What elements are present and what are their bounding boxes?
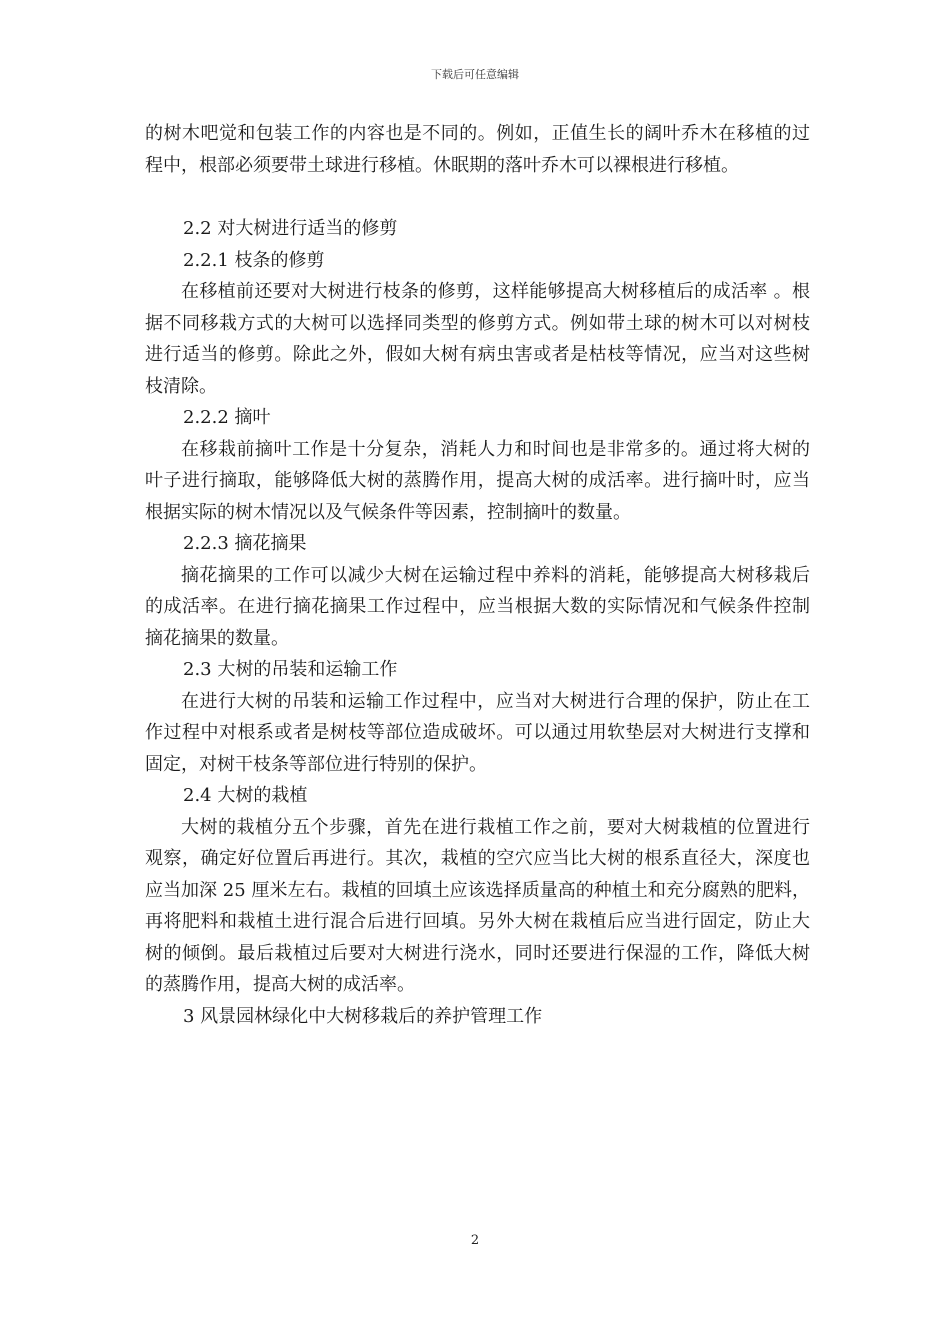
paragraph-branch-pruning: 在移植前还要对大树进行枝条的修剪，这样能够提高大树移植后的成活率 。根据不同移栽方式的大树可以选择同类型的修剪方式。例如带土球的树木可以对树枝进行适当的修剪。除此之外，假如大树有病虫害或者是枯枝等情况，应当对这些树枝清除。	[145, 281, 810, 397]
section-heading-2-4: 2.4 大树的栽植	[183, 785, 308, 806]
paragraph-gap	[145, 181, 810, 213]
paragraph-continuation: 的树木吧觉和包装工作的内容也是不同的。例如，正值生长的阔叶乔木在移植的过程中，根部必须要带土球进行移植。休眠期的落叶乔木可以裸根进行移植。	[145, 123, 810, 176]
section-heading-2-2: 2.2 对大树进行适当的修剪	[183, 218, 398, 239]
paragraph-planting: 大树的栽植分五个步骤，首先在进行栽植工作之前，要对大树栽植的位置进行观察，确定好位置后再进行。其次，栽植的空穴应当比大树的根系直径大，深度也应当加深 25 厘米左右。栽植的回填土应该选择质量高的种植土和充分腐熟的肥料，再将肥料和栽植土进行混合后进行回填。另外大树在栽植后应当进行固定，防止大树的倾倒。最后栽植过后要对大树进行浇水，同时还要进行保湿的工作，降低大树的蒸腾作用，提高大树的成活率。	[145, 816, 810, 995]
section-heading-2-3: 2.3 大树的吊装和运输工作	[183, 659, 398, 680]
section-heading-2-2-2: 2.2.2 摘叶	[183, 407, 271, 428]
document-body	[145, 118, 810, 1032]
page-number: 2	[470, 1233, 480, 1248]
paragraph-lifting-transport: 在进行大树的吊装和运输工作过程中，应当对大树进行合理的保护，防止在工作过程中对根系或者是树枝等部位造成破坏。可以通过用软垫层对大树进行支撑和固定，对树干枝条等部位进行特别的保护。	[145, 690, 810, 775]
section-heading-3: 3 风景园林绿化中大树移栽后的养护管理工作	[183, 1005, 543, 1027]
section-heading-2-2-3: 2.2.3 摘花摘果	[183, 533, 307, 554]
section-heading-2-2-1: 2.2.1 枝条的修剪	[183, 249, 325, 271]
paragraph-leaf-removal: 在移栽前摘叶工作是十分复杂，消耗人力和时间也是非常多的。通过将大树的叶子进行摘取，能够降低大树的蒸腾作用，提高大树的成活率。进行摘叶时，应当根据实际的树木情况以及气候条件等因素，控制摘叶的数量。	[145, 438, 810, 523]
paragraph-flower-fruit-removal: 摘花摘果的工作可以减少大树在运输过程中养料的消耗，能够提高大树移栽后的成活率。在进行摘花摘果工作过程中，应当根据大数的实际情况和气候条件控制摘花摘果的数量。	[145, 564, 810, 649]
page-header: 下载后可任意编辑	[431, 68, 519, 81]
